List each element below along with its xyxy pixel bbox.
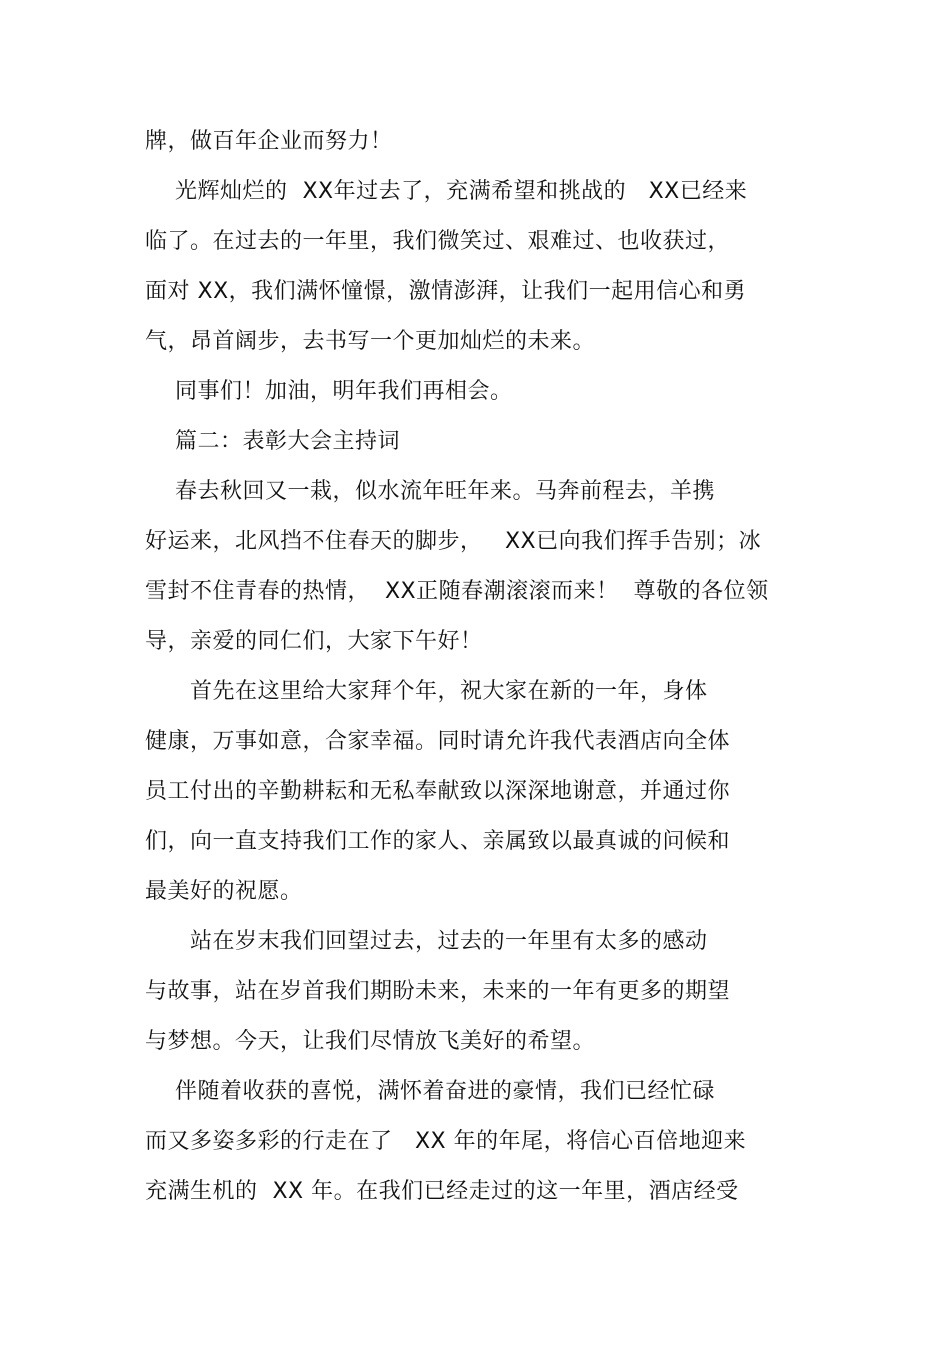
text-line: 健康，万事如意，合家幸福。同时请允许我代表酒店向全体: [145, 729, 731, 754]
text-line: 与故事，站在岁首我们期盼未来，未来的一年有更多的期望: [145, 979, 731, 1004]
text-line: 充满生机的 XX 年。在我们已经走过的这一年里，酒店经受: [145, 1179, 739, 1204]
text-line: 站在岁末我们回望过去，过去的一年里有太多的感动: [145, 929, 708, 954]
text-line: 同事们！加油，明年我们再相会。: [145, 379, 513, 404]
text-line: 员工付出的辛勤耕耘和无私奉献致以深深地谢意，并通过你: [145, 779, 731, 804]
text-line: 雪封不住青春的热情， XX正随春潮滚滚而来！ 尊敬的各位领: [145, 579, 769, 604]
text-line: 而又多姿多彩的行走在了 XX 年的年尾，将信心百倍地迎来: [145, 1129, 747, 1154]
text-line: 牌，做百年企业而努力！: [145, 129, 393, 154]
text-line: 气，昂首阔步，去书写一个更加灿烂的未来。: [145, 329, 596, 354]
text-line: 伴随着收获的喜悦，满怀着奋进的豪情，我们已经忙碌: [145, 1079, 715, 1104]
text-line: 最美好的祝愿。: [145, 879, 303, 904]
text-line: 面对 XX，我们满怀憧憬，激情澎湃，让我们一起用信心和勇: [145, 279, 747, 304]
text-line: 临了。在过去的一年里，我们微笑过、艰难过、也收获过，: [145, 229, 731, 254]
text-line: 首先在这里给大家拜个年，祝大家在新的一年，身体: [145, 679, 708, 704]
section-heading: 篇二：表彰大会主持词: [145, 429, 400, 454]
text-line: 与梦想。今天，让我们尽情放飞美好的希望。: [145, 1029, 596, 1054]
text-line: 导，亲爱的同仁们，大家下午好！: [145, 629, 483, 654]
text-line: 们，向一直支持我们工作的家人、亲属致以最真诚的问候和: [145, 829, 731, 854]
text-line: 光辉灿烂的 XX年过去了，充满希望和挑战的 XX已经来: [145, 179, 748, 204]
text-line: 春去秋回又一栽，似水流年旺年来。马奔前程去，羊携: [145, 479, 715, 504]
text-line: 好运来，北风挡不住春天的脚步， XX已向我们挥手告别；冰: [145, 529, 762, 554]
